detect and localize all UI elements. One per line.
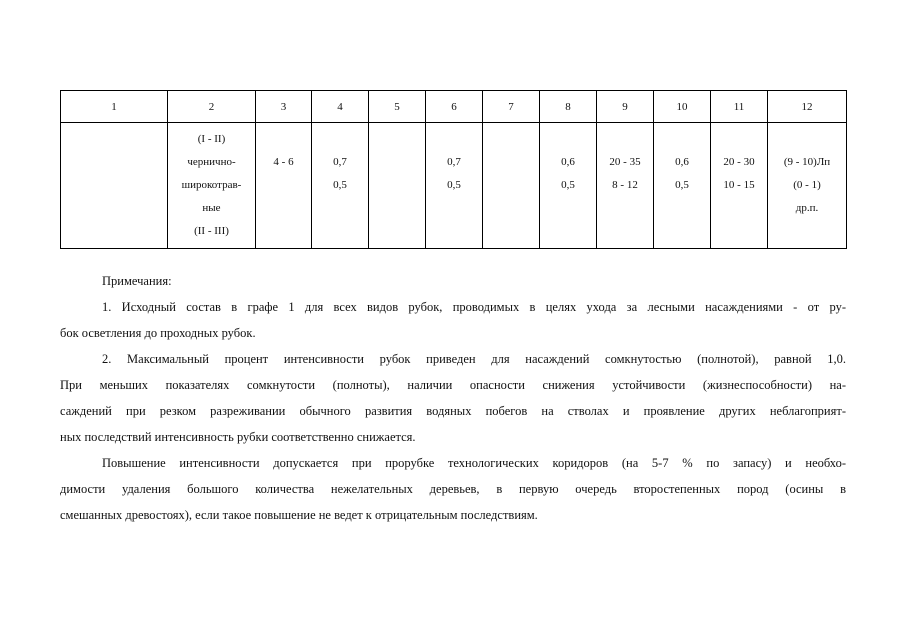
cell-line xyxy=(312,128,368,151)
notes-section xyxy=(60,268,846,528)
table-cell xyxy=(540,123,597,249)
note-line: смешанных древостоях), если такое повышение не ведет к отрицательным последствиям. xyxy=(60,508,538,522)
note-line: бок осветления до проходных рубок. xyxy=(60,326,256,340)
cell-line: (0 - 1) xyxy=(793,179,821,191)
table-cell xyxy=(369,123,426,249)
cell-line: 0,6 xyxy=(675,156,689,168)
note-line: ных последствий интенсивность рубки соответственно снижается. xyxy=(60,430,416,444)
cell-line xyxy=(540,128,596,151)
cell-line: чернично- xyxy=(187,156,236,168)
table-cell xyxy=(768,123,847,249)
column-number: 7 xyxy=(483,91,540,123)
cell-line: (9 - 10)Лп xyxy=(783,156,831,168)
column-number: 5 xyxy=(369,91,426,123)
table-cell xyxy=(597,123,654,249)
table-cell xyxy=(256,123,312,249)
note-line: При меньших показателях сомкнутости (полноты), наличии опасности снижения устойчивости (жизнеспособности) на- xyxy=(60,378,846,392)
table-header-row xyxy=(61,91,847,123)
cell-line: широкотрав- xyxy=(181,179,242,191)
cell-line xyxy=(768,128,846,151)
cell-line: 10 - 15 xyxy=(723,179,755,191)
cell-line: 4 - 6 xyxy=(273,156,294,168)
cell-line: 0,7 xyxy=(447,156,461,168)
cell-line: (I - II) xyxy=(197,133,226,145)
cell-line: 20 - 30 xyxy=(723,156,755,168)
note-line: димости удаления большого количества нежелательных деревьев, в первую очередь второстепенных пород (осины в xyxy=(60,482,846,496)
column-number: 10 xyxy=(654,91,711,123)
cell-line: 0,7 xyxy=(333,156,347,168)
note-line: Повышение интенсивности допускается при прорубке технологических коридоров (на 5-7 % по запасу) и необхо- xyxy=(102,456,846,470)
notes-heading xyxy=(102,268,846,294)
column-number: 2 xyxy=(168,91,256,123)
note-1 xyxy=(60,294,846,346)
column-number: 1 xyxy=(61,91,168,123)
note-line: 2. Максимальный процент интенсивности рубок приведен для насаждений сомкнутостью (полнотой), равной 1,0. xyxy=(102,352,846,366)
note-line: саждений при резком разреживании обычного развития водяных побегов на стволах и проявление других неблагоприят- xyxy=(60,404,846,418)
table-cell xyxy=(61,123,168,249)
note-line: 1. Исходный состав в графе 1 для всех видов рубок, проводимых в целях ухода за лесными насаждениями - от ру- xyxy=(102,300,846,314)
cell-line xyxy=(711,128,767,151)
column-number: 6 xyxy=(426,91,483,123)
cell-line: 0,5 xyxy=(561,179,575,191)
column-number: 9 xyxy=(597,91,654,123)
column-number: 4 xyxy=(312,91,369,123)
table-row xyxy=(61,123,847,249)
column-number: 11 xyxy=(711,91,768,123)
column-number: 8 xyxy=(540,91,597,123)
cell-line: др.п. xyxy=(795,202,819,214)
cell-line: ные xyxy=(202,202,221,214)
notes-title: Примечания: xyxy=(102,274,172,288)
cell-line xyxy=(654,128,710,151)
cell-line: 0,6 xyxy=(561,156,575,168)
table-cell xyxy=(483,123,540,249)
table-cell xyxy=(426,123,483,249)
cell-line: 20 - 35 xyxy=(609,156,641,168)
note-2 xyxy=(60,346,846,450)
cell-line: 0,5 xyxy=(675,179,689,191)
table-cell xyxy=(711,123,768,249)
cell-line: 0,5 xyxy=(447,179,461,191)
table-cell xyxy=(168,123,256,249)
table-cell xyxy=(654,123,711,249)
column-number: 3 xyxy=(256,91,312,123)
cell-line xyxy=(256,128,311,151)
cell-line xyxy=(426,128,482,151)
cell-line xyxy=(597,128,653,151)
note-3 xyxy=(60,450,846,528)
cell-line: 0,5 xyxy=(333,179,347,191)
column-number: 12 xyxy=(768,91,847,123)
cell-line: 8 - 12 xyxy=(612,179,638,191)
data-table xyxy=(60,90,847,249)
cell-line: (II - III) xyxy=(194,225,229,237)
table-cell xyxy=(312,123,369,249)
